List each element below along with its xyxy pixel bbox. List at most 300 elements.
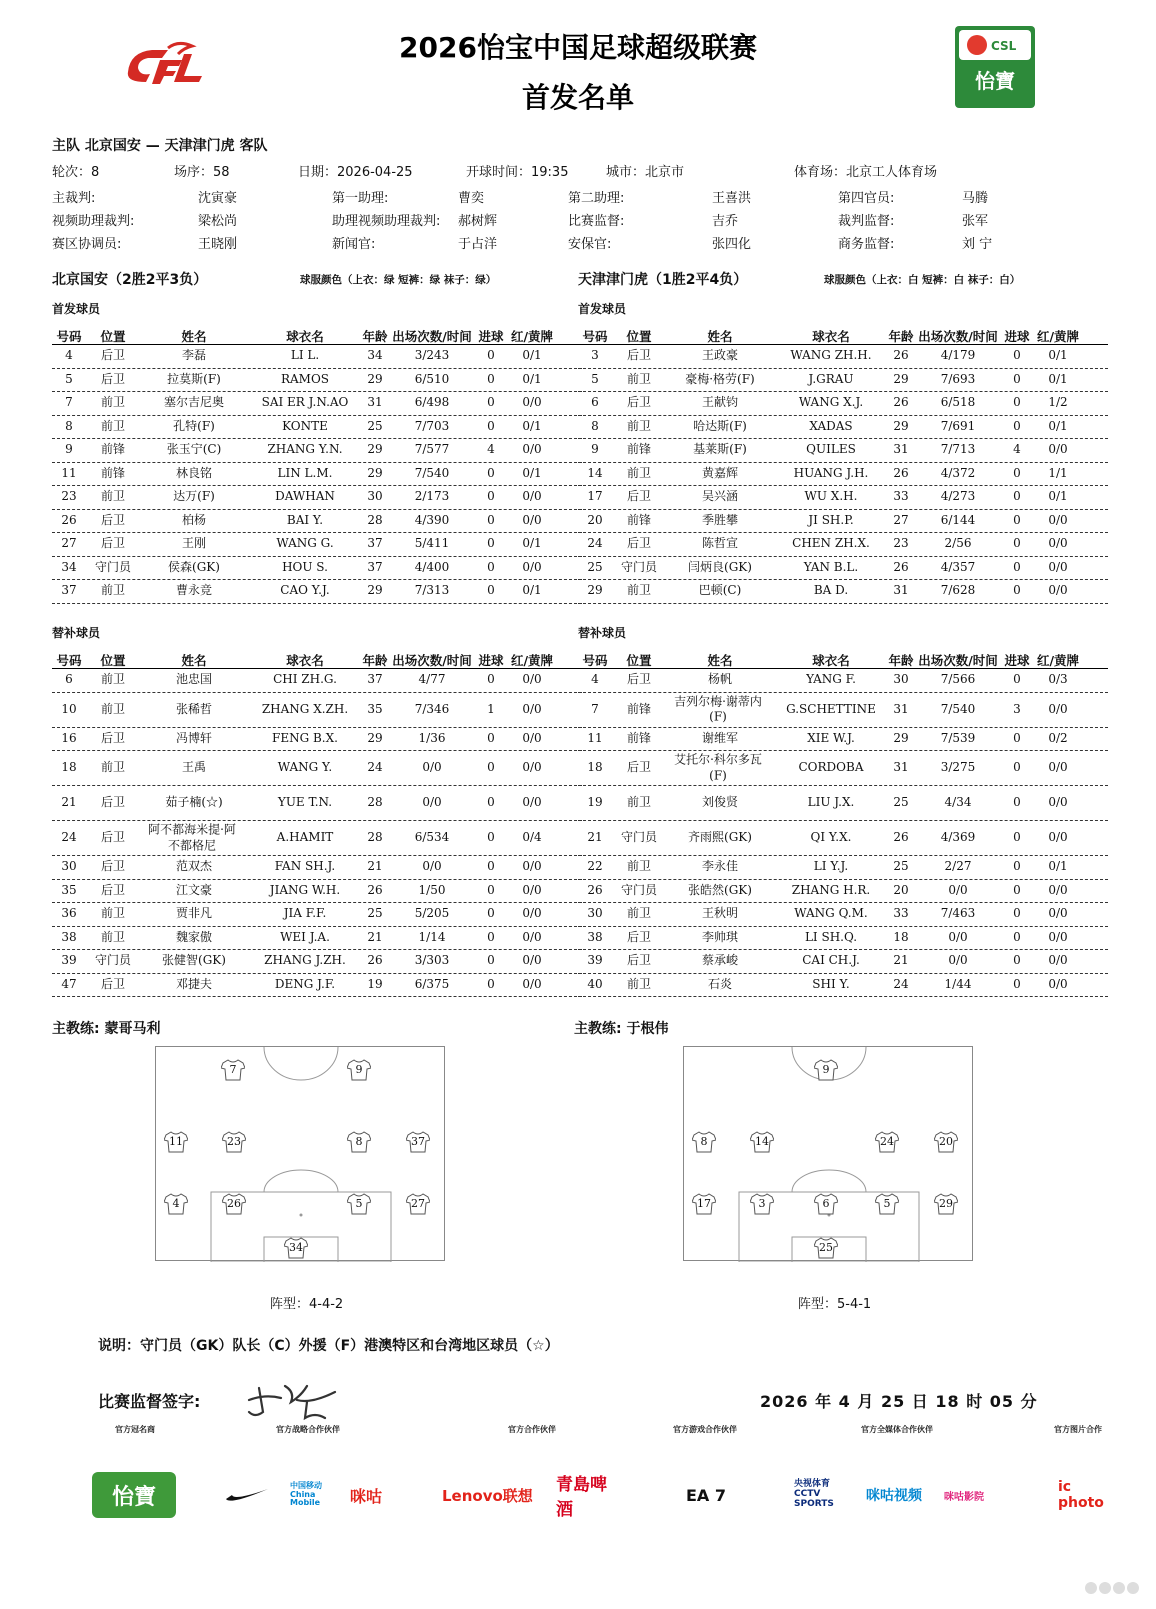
match-date: 日期：2026-04-25 bbox=[298, 165, 413, 180]
player-cell: 巴顿(C) bbox=[698, 583, 742, 598]
player-cell: 0 bbox=[1013, 512, 1021, 527]
player-cell: 35 bbox=[61, 882, 77, 897]
player-shirt-icon bbox=[692, 1193, 716, 1215]
player-cell: 3 bbox=[591, 348, 599, 363]
player-cell: 0/0 bbox=[1048, 701, 1068, 716]
shirt-number: 9 bbox=[822, 1063, 830, 1076]
player-row bbox=[52, 880, 582, 904]
player-cell: 0/0 bbox=[522, 512, 542, 527]
player-cell: 0 bbox=[487, 348, 495, 363]
player-cell: 0/0 bbox=[1048, 442, 1068, 457]
player-cell: ZHANG J.ZH. bbox=[264, 953, 346, 968]
player-cell: 0 bbox=[487, 906, 495, 921]
player-cell: 0/0 bbox=[1048, 760, 1068, 775]
player-cell: 前卫 bbox=[100, 672, 125, 687]
player-cell: 0 bbox=[487, 371, 495, 386]
player-cell: 29 bbox=[893, 730, 909, 745]
player-cell: 3/303 bbox=[414, 953, 450, 968]
player-cell: 7/628 bbox=[940, 583, 976, 598]
player-cell: 6/498 bbox=[414, 395, 450, 410]
player-cell: 2/56 bbox=[944, 536, 972, 551]
sponsor-lenovo-logo: Lenovo联想 bbox=[442, 1486, 533, 1505]
player-cell: 0/0 bbox=[522, 672, 542, 687]
player-cell: 7 bbox=[591, 701, 599, 716]
player-cell: 0 bbox=[1013, 795, 1021, 810]
player-cell: 前锋 bbox=[626, 512, 651, 527]
player-cell: 27 bbox=[61, 536, 77, 551]
player-cell: 0/1 bbox=[522, 465, 542, 480]
shirt-number: 34 bbox=[289, 1241, 303, 1254]
player-cell: 0/0 bbox=[948, 929, 968, 944]
table-header bbox=[52, 651, 582, 669]
column-header: 进球 bbox=[1004, 653, 1030, 668]
player-cell: 26 bbox=[893, 830, 909, 845]
player-cell: 后卫 bbox=[100, 976, 125, 991]
column-header: 球衣名 bbox=[812, 329, 850, 344]
shirt-number: 23 bbox=[227, 1135, 241, 1148]
player-cell: 孔特(F) bbox=[173, 418, 215, 433]
player-cell: 0 bbox=[1013, 830, 1021, 845]
page-title: 2026怡宝中国足球超级联赛 bbox=[399, 31, 757, 64]
column-header: 出场次数/时间 bbox=[918, 329, 998, 344]
player-cell: 前卫 bbox=[100, 395, 125, 410]
player-cell: 基莱斯(F) bbox=[693, 442, 747, 457]
official-name: 吉乔 bbox=[712, 214, 739, 229]
match-teams-line: 主队 北京国安 — 天津津门虎 客队 bbox=[52, 138, 268, 154]
official-role: 第四官员: bbox=[838, 191, 895, 206]
player-cell: 0/1 bbox=[522, 583, 542, 598]
home-formation-pitch bbox=[155, 1046, 445, 1261]
player-row bbox=[578, 580, 1108, 604]
player-cell: 0/0 bbox=[422, 795, 442, 810]
shirt-number: 17 bbox=[697, 1197, 711, 1210]
player-cell: 蔡承峻 bbox=[701, 953, 738, 968]
player-cell: 8 bbox=[65, 418, 73, 433]
player-cell: 7/703 bbox=[414, 418, 450, 433]
player-cell: LI SH.Q. bbox=[804, 929, 858, 944]
column-header: 年龄 bbox=[362, 329, 388, 344]
home-kit-colors: 球服颜色（上衣：绿 短裤：绿 袜子：绿） bbox=[300, 274, 497, 286]
player-cell: 0/0 bbox=[522, 701, 542, 716]
player-cell: 齐雨熙(GK) bbox=[688, 830, 752, 845]
player-shirt-icon bbox=[164, 1131, 188, 1153]
player-row bbox=[52, 486, 582, 510]
home-subs-table bbox=[52, 651, 582, 997]
player-cell: FAN SH.J. bbox=[274, 859, 336, 874]
player-cell: YANG F. bbox=[806, 672, 856, 687]
player-cell: 26 bbox=[367, 882, 383, 897]
away-kit-colors: 球服颜色（上衣：白 短裤：白 袜子：白） bbox=[824, 274, 1021, 286]
player-cell: 0 bbox=[487, 882, 495, 897]
player-cell: 0 bbox=[487, 730, 495, 745]
sponsor-cctv-sports-logo: 央视体育 CCTV SPORTS bbox=[794, 1479, 834, 1509]
partner-title-4: 官方游戏合作伙伴 bbox=[673, 1425, 737, 1434]
shirt-number: 4 bbox=[172, 1197, 180, 1210]
player-row bbox=[52, 856, 582, 880]
sign-date: 2026 年 4 月 25 日 18 时 05 分 bbox=[760, 1392, 1038, 1411]
table-header bbox=[52, 327, 582, 345]
player-cell: 0 bbox=[487, 795, 495, 810]
player-cell: 后卫 bbox=[100, 348, 125, 363]
player-cell: 37 bbox=[61, 583, 77, 598]
player-row bbox=[578, 786, 1108, 821]
player-cell: 前卫 bbox=[626, 906, 651, 921]
partner-title-6: 官方图片合作 bbox=[1054, 1425, 1102, 1434]
shirt-number: 8 bbox=[700, 1135, 708, 1148]
player-cell: 0/0 bbox=[522, 953, 542, 968]
player-cell: 0 bbox=[487, 489, 495, 504]
player-cell: 塞尔吉尼奥 bbox=[163, 395, 224, 410]
player-cell: 0 bbox=[1013, 929, 1021, 944]
player-row bbox=[52, 669, 582, 693]
shirt-number: 8 bbox=[355, 1135, 363, 1148]
player-cell: 7/566 bbox=[940, 672, 976, 687]
csl-logo bbox=[955, 26, 1035, 108]
column-header: 位置 bbox=[100, 653, 126, 668]
player-cell: 47 bbox=[61, 976, 77, 991]
player-cell: 7/693 bbox=[940, 371, 976, 386]
player-cell: 前锋 bbox=[626, 730, 651, 745]
player-cell: 0 bbox=[487, 583, 495, 598]
player-row bbox=[52, 392, 582, 416]
player-cell: SHI Y. bbox=[812, 976, 850, 991]
player-cell: 刘俊贤 bbox=[701, 795, 738, 810]
player-row bbox=[52, 533, 582, 557]
player-cell: 前锋 bbox=[626, 442, 651, 457]
player-cell: JIA F.F. bbox=[283, 906, 327, 921]
player-row bbox=[578, 463, 1108, 487]
player-cell: 前卫 bbox=[626, 583, 651, 598]
player-cell: 0 bbox=[1013, 976, 1021, 991]
table-header bbox=[578, 651, 1108, 669]
player-cell: 5/411 bbox=[414, 536, 450, 551]
player-cell: 前卫 bbox=[626, 976, 651, 991]
player-shirt-icon bbox=[875, 1193, 899, 1215]
player-cell: 后卫 bbox=[626, 536, 651, 551]
column-header: 姓名 bbox=[181, 329, 207, 344]
player-cell: 26 bbox=[893, 559, 909, 574]
shirt-number: 6 bbox=[822, 1197, 830, 1210]
column-header: 红/黄牌 bbox=[1036, 653, 1080, 668]
player-cell: 5/205 bbox=[414, 906, 450, 921]
player-cell: 2/27 bbox=[944, 859, 972, 874]
sponsor-migu-video-logo: 咪咕视频 bbox=[866, 1488, 922, 1504]
player-row bbox=[52, 821, 582, 856]
player-cell: 0/0 bbox=[522, 795, 542, 810]
official-role: 视频助理裁判: bbox=[52, 214, 135, 229]
svg-text:怡寶: 怡寶 bbox=[975, 69, 1015, 93]
player-cell: WANG G. bbox=[276, 536, 334, 551]
partner-title-2: 官方战略合作伙伴 bbox=[276, 1425, 340, 1434]
home-starters-label: 首发球员 bbox=[52, 302, 101, 316]
player-cell: 0/2 bbox=[1048, 730, 1068, 745]
shirt-number: 11 bbox=[169, 1135, 183, 1148]
player-cell: 0/4 bbox=[522, 830, 542, 845]
player-cell: 8 bbox=[591, 418, 599, 433]
player-cell: 19 bbox=[587, 795, 603, 810]
player-cell: 26 bbox=[367, 953, 383, 968]
sponsor-china-mobile-logo: 中国移动 China Mobile bbox=[290, 1480, 322, 1508]
player-cell: 1/44 bbox=[944, 976, 972, 991]
shirt-number: 5 bbox=[355, 1197, 363, 1210]
column-header: 姓名 bbox=[707, 653, 733, 668]
player-cell: 29 bbox=[367, 442, 383, 457]
official-role: 裁判监督: bbox=[838, 214, 895, 229]
player-cell: QUILES bbox=[806, 442, 856, 457]
player-cell: 22 bbox=[587, 859, 603, 874]
player-row bbox=[52, 974, 582, 998]
player-cell: J.GRAU bbox=[808, 371, 854, 386]
player-shirt-icon bbox=[164, 1193, 188, 1215]
player-cell: 0/1 bbox=[522, 536, 542, 551]
player-cell: 吉列尔梅·谢蒂内(F) bbox=[674, 693, 762, 724]
player-cell: 后卫 bbox=[626, 395, 651, 410]
player-cell: 0/0 bbox=[422, 760, 442, 775]
player-row bbox=[578, 510, 1108, 534]
player-cell: 前卫 bbox=[100, 418, 125, 433]
player-cell: 0/0 bbox=[1048, 906, 1068, 921]
player-row bbox=[578, 927, 1108, 951]
player-row bbox=[578, 821, 1108, 856]
player-row bbox=[578, 751, 1108, 786]
player-cell: 21 bbox=[587, 830, 603, 845]
column-header: 号码 bbox=[582, 329, 608, 344]
player-cell: 0/0 bbox=[1048, 795, 1068, 810]
player-cell: 守门员 bbox=[620, 830, 657, 845]
player-cell: 1/14 bbox=[418, 929, 446, 944]
match-seq: 场序：58 bbox=[174, 165, 230, 180]
supervisor-signature bbox=[245, 1378, 345, 1422]
player-cell: 31 bbox=[893, 583, 909, 598]
player-cell: 16 bbox=[61, 730, 77, 745]
player-row bbox=[52, 950, 582, 974]
player-cell: 哈达斯(F) bbox=[693, 418, 747, 433]
player-cell: CAI CH.J. bbox=[802, 953, 860, 968]
player-cell: DAWHAN bbox=[275, 489, 335, 504]
player-cell: 0 bbox=[487, 536, 495, 551]
player-cell: 0/1 bbox=[522, 418, 542, 433]
player-cell: 30 bbox=[61, 859, 77, 874]
player-cell: YUE T.N. bbox=[277, 795, 333, 810]
shirt-number: 25 bbox=[819, 1241, 833, 1254]
player-cell: 38 bbox=[61, 929, 77, 944]
player-cell: 4 bbox=[65, 348, 73, 363]
player-cell: 21 bbox=[367, 859, 383, 874]
player-cell: 6/518 bbox=[940, 395, 976, 410]
player-cell: 后卫 bbox=[626, 929, 651, 944]
player-cell: 江文豪 bbox=[175, 882, 212, 897]
player-cell: 19 bbox=[367, 976, 383, 991]
player-cell: 0/0 bbox=[522, 395, 542, 410]
player-row bbox=[52, 557, 582, 581]
player-cell: 6/375 bbox=[414, 976, 450, 991]
player-cell: 28 bbox=[367, 512, 383, 527]
player-row bbox=[578, 439, 1108, 463]
player-cell: 0 bbox=[1013, 348, 1021, 363]
column-header: 号码 bbox=[56, 329, 82, 344]
player-cell: 0 bbox=[1013, 882, 1021, 897]
player-cell: 李帅琪 bbox=[701, 929, 738, 944]
player-cell: 前卫 bbox=[626, 465, 651, 480]
player-cell: 6/510 bbox=[414, 371, 450, 386]
page-subtitle: 首发名单 bbox=[521, 81, 634, 114]
official-name: 张军 bbox=[962, 214, 989, 229]
player-cell: 1/36 bbox=[418, 730, 446, 745]
player-cell: 张玉宁(C) bbox=[166, 442, 222, 457]
player-cell: 7/691 bbox=[940, 418, 976, 433]
player-cell: 前卫 bbox=[100, 583, 125, 598]
home-coach: 主教练: 蒙哥马利 bbox=[52, 1021, 161, 1037]
player-cell: 0/1 bbox=[522, 348, 542, 363]
player-cell: 王秋明 bbox=[701, 906, 738, 921]
player-cell: 张皓然(GK) bbox=[688, 882, 752, 897]
shirt-number: 24 bbox=[880, 1135, 894, 1148]
player-cell: 0/1 bbox=[1048, 348, 1068, 363]
player-cell: 7/540 bbox=[414, 465, 450, 480]
player-cell: A.HAMIT bbox=[276, 830, 334, 845]
official-name: 郝树辉 bbox=[458, 214, 498, 229]
away-coach: 主教练: 于根伟 bbox=[574, 1021, 669, 1037]
column-header: 球衣名 bbox=[286, 653, 324, 668]
player-row bbox=[578, 533, 1108, 557]
player-cell: 后卫 bbox=[100, 859, 125, 874]
player-cell: 20 bbox=[893, 882, 909, 897]
player-cell: 0 bbox=[487, 859, 495, 874]
official-role: 比赛监督: bbox=[568, 214, 625, 229]
player-shirt-icon bbox=[934, 1131, 958, 1153]
player-cell: 贾非凡 bbox=[175, 906, 212, 921]
player-cell: 7/313 bbox=[414, 583, 450, 598]
player-row bbox=[52, 786, 582, 821]
player-cell: SAI ER J.N.AO bbox=[261, 395, 349, 410]
player-cell: 邓捷夫 bbox=[175, 976, 212, 991]
player-cell: 4 bbox=[487, 442, 495, 457]
player-row bbox=[578, 486, 1108, 510]
player-cell: 后卫 bbox=[626, 672, 651, 687]
player-cell: 阿不都海米提·阿不都格尼 bbox=[148, 822, 236, 852]
player-cell: 25 bbox=[893, 795, 909, 810]
player-cell: 0/1 bbox=[1048, 371, 1068, 386]
player-cell: 0 bbox=[487, 953, 495, 968]
player-cell: 4/179 bbox=[940, 348, 976, 363]
player-cell: CAO Y.J. bbox=[280, 583, 330, 598]
player-row bbox=[52, 903, 582, 927]
venue: 体育场：北京工人体育场 bbox=[794, 165, 938, 180]
player-cell: 后卫 bbox=[100, 882, 125, 897]
player-cell: 季胜攀 bbox=[701, 512, 738, 527]
player-cell: ZHANG H.R. bbox=[791, 882, 871, 897]
player-cell: 7/713 bbox=[940, 442, 976, 457]
player-cell: 25 bbox=[367, 906, 383, 921]
player-cell: 33 bbox=[893, 489, 909, 504]
official-name: 刘 宁 bbox=[962, 237, 993, 252]
sponsor-yibao-logo: 怡寶 bbox=[92, 1472, 176, 1518]
player-cell: 7/577 bbox=[414, 442, 450, 457]
player-cell: 23 bbox=[893, 536, 909, 551]
player-cell: 闫炳良(GK) bbox=[688, 559, 752, 574]
player-cell: 3 bbox=[1013, 701, 1021, 716]
player-cell: XADAS bbox=[809, 418, 853, 433]
player-cell: 10 bbox=[61, 701, 77, 716]
player-cell: 0 bbox=[1013, 395, 1021, 410]
player-cell: 24 bbox=[587, 536, 603, 551]
player-row bbox=[52, 728, 582, 752]
player-cell: 21 bbox=[367, 929, 383, 944]
sponsor-migu-cinema-logo: 咪咕影院 bbox=[944, 1491, 984, 1503]
column-header: 年龄 bbox=[888, 329, 914, 344]
player-cell: 后卫 bbox=[626, 489, 651, 504]
player-cell: 0/1 bbox=[1048, 859, 1068, 874]
official-name: 张四化 bbox=[712, 237, 752, 252]
player-cell: 王政豪 bbox=[701, 348, 738, 363]
player-cell: 守门员 bbox=[620, 559, 657, 574]
player-cell: 0/1 bbox=[522, 371, 542, 386]
player-cell: HUANG J.H. bbox=[793, 465, 869, 480]
shirt-number: 9 bbox=[355, 1063, 363, 1076]
player-cell: 0/0 bbox=[522, 882, 542, 897]
column-header: 号码 bbox=[56, 653, 82, 668]
home-subs-label: 替补球员 bbox=[52, 626, 101, 640]
column-header: 红/黄牌 bbox=[510, 329, 554, 344]
player-cell: 0/0 bbox=[522, 929, 542, 944]
column-header: 号码 bbox=[582, 653, 608, 668]
column-header: 进球 bbox=[478, 329, 504, 344]
home-formation: 阵型：4-4-2 bbox=[270, 1297, 344, 1312]
player-cell: QI Y.X. bbox=[810, 830, 852, 845]
watermark bbox=[1084, 1580, 1144, 1594]
player-row bbox=[578, 728, 1108, 752]
player-row bbox=[578, 950, 1108, 974]
player-row bbox=[578, 416, 1108, 440]
player-cell: 1 bbox=[487, 701, 495, 716]
player-cell: LIN L.M. bbox=[277, 465, 333, 480]
player-cell: 31 bbox=[893, 701, 909, 716]
player-cell: 魏家傲 bbox=[175, 929, 212, 944]
player-cell: 0/0 bbox=[948, 882, 968, 897]
player-cell: 26 bbox=[61, 512, 77, 527]
sponsor-ic-photo-logo: ic photo bbox=[1058, 1479, 1104, 1511]
official-name: 王喜洪 bbox=[712, 191, 752, 206]
player-cell: 李永佳 bbox=[701, 859, 738, 874]
player-row bbox=[52, 510, 582, 534]
player-cell: 37 bbox=[367, 559, 383, 574]
player-cell: 6 bbox=[65, 672, 73, 687]
player-cell: 39 bbox=[61, 953, 77, 968]
official-name: 马腾 bbox=[962, 191, 989, 206]
player-cell: 0 bbox=[1013, 465, 1021, 480]
official-name: 沈寅豪 bbox=[198, 191, 238, 206]
player-shirt-icon bbox=[347, 1059, 371, 1081]
player-cell: 艾托尔·科尔多瓦(F) bbox=[674, 752, 762, 782]
player-cell: 0 bbox=[487, 559, 495, 574]
column-header: 位置 bbox=[100, 329, 126, 344]
player-cell: 1/1 bbox=[1048, 465, 1068, 480]
player-cell: HOU S. bbox=[282, 559, 328, 574]
player-cell: G.SCHETTINE bbox=[786, 701, 876, 716]
player-cell: 31 bbox=[367, 395, 383, 410]
player-cell: 5 bbox=[65, 371, 73, 386]
player-cell: 31 bbox=[893, 442, 909, 457]
player-cell: 0 bbox=[1013, 760, 1021, 775]
player-shirt-icon bbox=[221, 1059, 245, 1081]
player-cell: 11 bbox=[587, 730, 603, 745]
player-cell: 7 bbox=[65, 395, 73, 410]
player-cell: 9 bbox=[65, 442, 73, 457]
official-name: 梁松尚 bbox=[198, 214, 238, 229]
player-cell: 30 bbox=[893, 672, 909, 687]
player-cell: 2/173 bbox=[414, 489, 450, 504]
player-cell: 杨帆 bbox=[707, 672, 732, 687]
